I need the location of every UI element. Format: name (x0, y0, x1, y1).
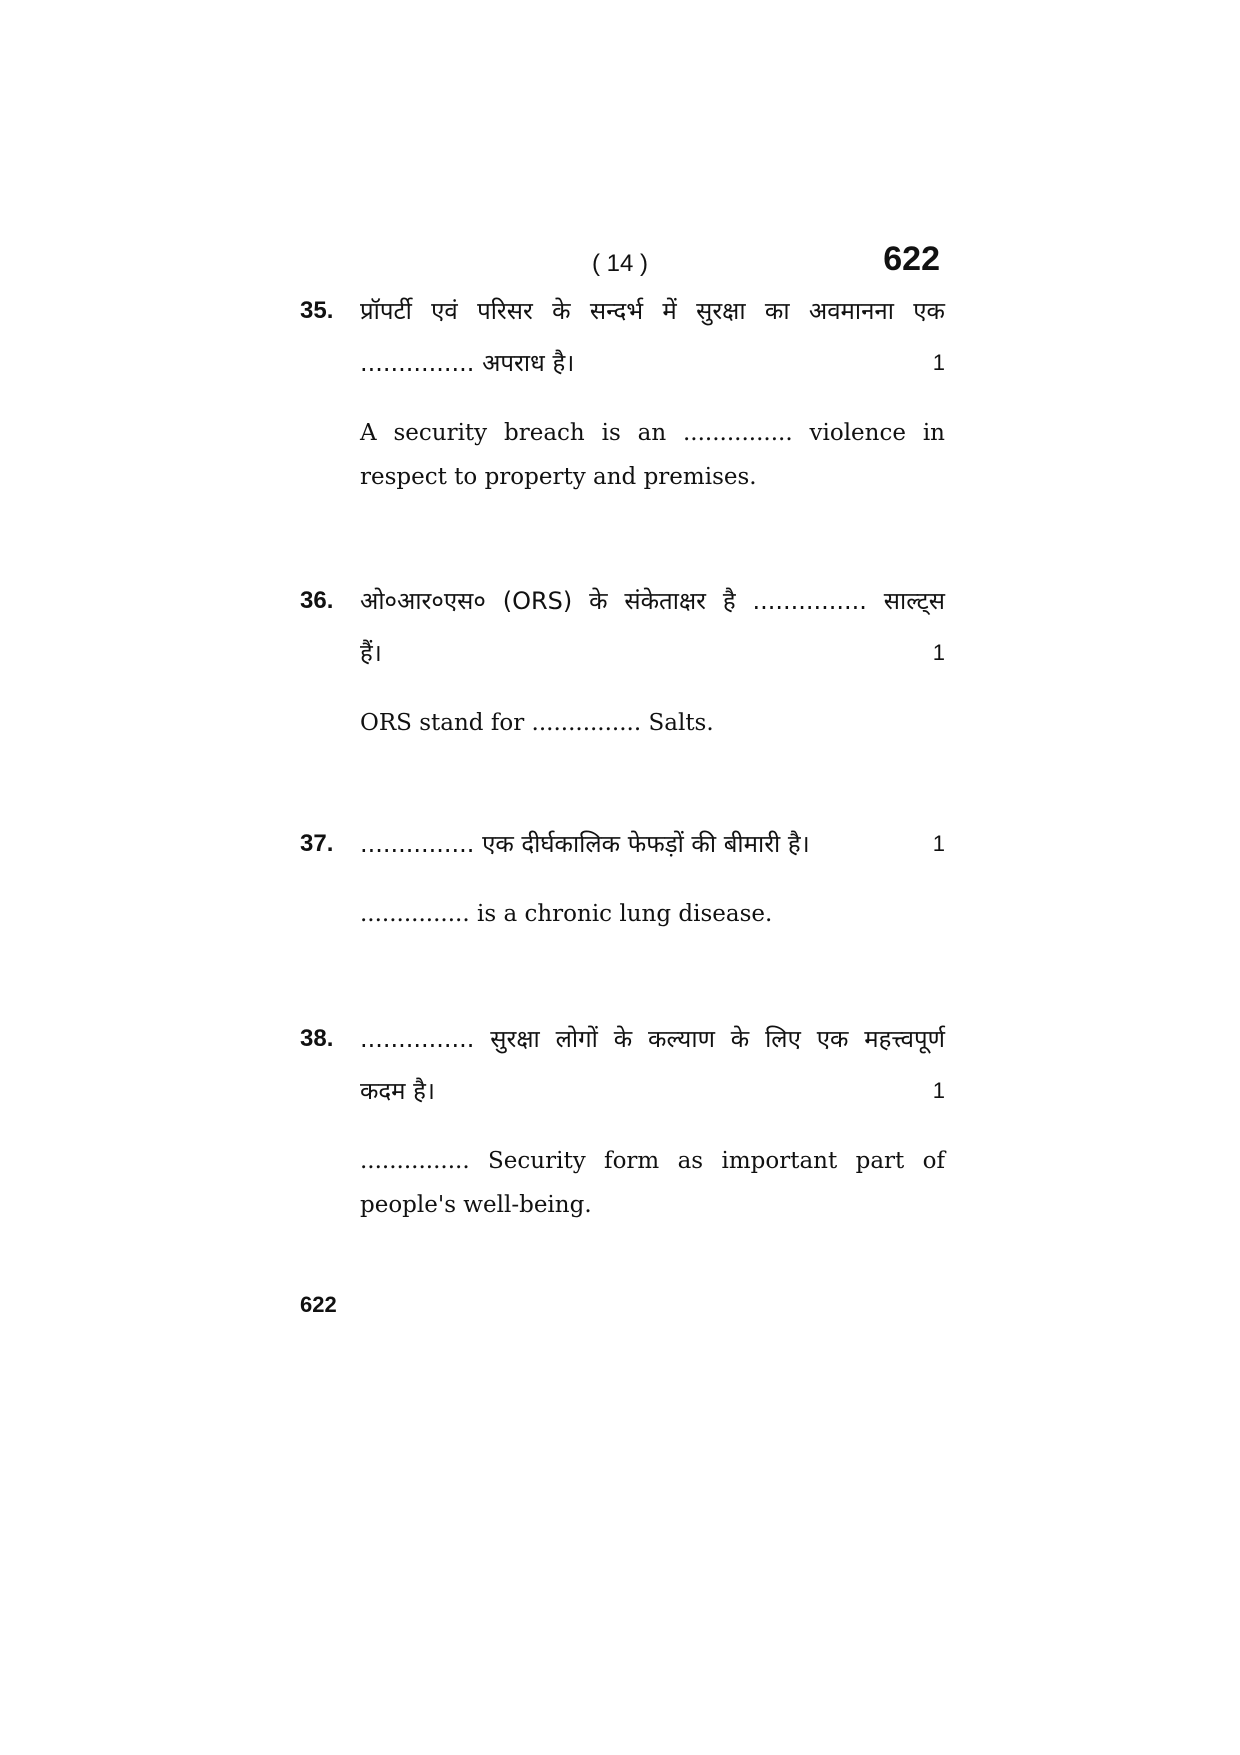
question-body (360, 575, 945, 745)
hindi-text-line2: हैं। (360, 639, 382, 667)
hindi-line2-row (360, 337, 945, 389)
hindi-line1-row (360, 818, 945, 870)
hindi-line2-row (360, 1065, 945, 1117)
marks: 1 (932, 1078, 945, 1103)
english-text (360, 411, 945, 499)
english-text-line1: ............... Security form as important part of (360, 1148, 945, 1174)
question-body (360, 1013, 945, 1227)
question-38 (300, 1013, 945, 1243)
english-text (360, 701, 945, 745)
hindi-text-line1: प्रॉपर्टी एवं परिसर के सन्दर्भ में सुरक्षा का अवमानना एक (360, 297, 945, 325)
paper-code-header: 622 (883, 240, 940, 278)
question-number: 36. (300, 587, 334, 614)
english-text-line2: respect to property and premises. (360, 464, 757, 490)
page-number: ( 14 ) (591, 250, 648, 277)
marks: 1 (932, 350, 945, 375)
hindi-text-line1: ओ०आर०एस० (ORS) के संकेताक्षर है ............... साल्ट्स (360, 587, 945, 615)
question-number: 35. (300, 297, 334, 324)
question-body (360, 818, 945, 936)
hindi-text-line1: ............... सुरक्षा लोगों के कल्याण के लिए एक महत्त्वपूर्ण (360, 1025, 945, 1053)
hindi-text-line2: ............... अपराध है। (360, 349, 575, 377)
hindi-text-line1: ............... एक दीर्घकालिक फेफड़ों की बीमारी है। (360, 830, 810, 858)
english-text (360, 892, 945, 936)
english-text-line1: ............... is a chronic lung disease. (360, 901, 773, 927)
question-number: 37. (300, 830, 334, 857)
english-text (360, 1139, 945, 1227)
english-text-line1: A security breach is an ............... violence in (360, 420, 945, 446)
hindi-text-line2: कदम है। (360, 1077, 435, 1105)
marks: 1 (932, 640, 945, 665)
question-body (360, 285, 945, 499)
question-35 (300, 285, 945, 515)
question-36 (300, 575, 945, 755)
question-number: 38. (300, 1025, 334, 1052)
question-37 (300, 818, 945, 948)
paper-code-footer: 622 (300, 1292, 337, 1317)
english-text-line1: ORS stand for ............... Salts. (360, 710, 714, 736)
hindi-line2-row (360, 627, 945, 679)
marks: 1 (932, 831, 945, 856)
english-text-line2: people's well-being. (360, 1192, 592, 1218)
